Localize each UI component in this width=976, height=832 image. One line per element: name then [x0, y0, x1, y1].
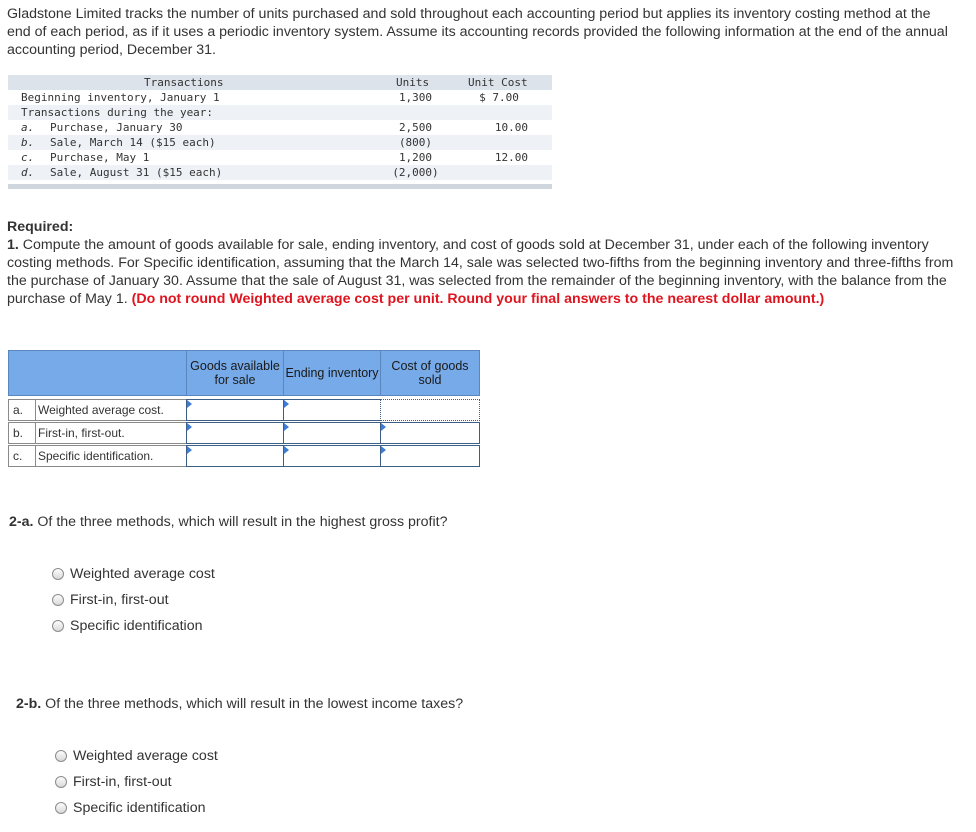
- tx-letter: c.: [21, 151, 35, 164]
- tx-row: [8, 120, 552, 135]
- transactions-footer-rule: [8, 184, 552, 189]
- tx-desc: Purchase, May 1: [50, 151, 150, 164]
- row-label: First-in, first-out.: [35, 423, 125, 443]
- weighted-ending-inventory-input[interactable]: [283, 399, 381, 421]
- question-2a-number: 2-a.: [9, 514, 34, 530]
- header-transactions: Transactions: [144, 76, 224, 89]
- row-label: Weighted average cost.: [35, 400, 164, 420]
- row-letter: b.: [13, 426, 24, 440]
- tx-units: 1,200: [398, 151, 433, 164]
- row-label-weighted: [8, 399, 187, 421]
- intro-paragraph: Gladstone Limited tracks the number of units purchased and sold throughout each accounting period but applies its inventory costing method at the end of each period, as if it uses a periodic inventory system. Assume its accounting records provided the following information at the end of the annual accounting period, December 31.: [7, 6, 948, 58]
- row-label-specific: [8, 445, 187, 467]
- required-body: Compute the amount of goods available for sale, ending inventory, and cost of goods sold at December 31, under each of the following inventory costing methods. For Specific identification, assuming that the March 14, sale was selected two-fifths from the beginning inventory and three-fifths from the purchase of January 30. Assume that the sale of August 31, was selected from the remainder of the beginning inventory, with the balance from the purchase of May 1.: [7, 237, 954, 307]
- tx-desc: Purchase, January 30: [50, 121, 183, 134]
- required-section: [7, 218, 957, 308]
- radio-icon[interactable]: [55, 750, 67, 762]
- fifo-cogs-input[interactable]: [380, 422, 480, 444]
- q2a-option-specific[interactable]: [52, 618, 203, 634]
- rounding-instruction: (Do not round Weighted average cost per unit. Round your final answers to the nearest dollar amount.): [131, 291, 825, 307]
- question-2b-text: Of the three methods, which will result in the lowest income taxes?: [41, 696, 464, 712]
- option-label: Weighted average cost: [73, 748, 218, 764]
- tx-desc: Sale, August 31 ($15 each): [50, 166, 223, 179]
- tx-row: [8, 165, 552, 180]
- tx-cost: $ 7.00: [479, 91, 519, 104]
- option-label: First-in, first-out: [70, 592, 169, 608]
- header-units: Units: [396, 76, 430, 89]
- radio-icon[interactable]: [55, 802, 67, 814]
- q2a-option-weighted[interactable]: [52, 566, 215, 582]
- weighted-goods-available-input[interactable]: [186, 399, 284, 421]
- option-label: Specific identification: [70, 618, 203, 634]
- q2b-option-specific[interactable]: [55, 800, 206, 816]
- fifo-ending-inventory-input[interactable]: [283, 422, 381, 444]
- tx-cost: 12.00: [494, 151, 528, 164]
- tx-row: [8, 150, 552, 165]
- question-2b-number: 2-b.: [16, 696, 42, 712]
- tx-cost: 10.00: [494, 121, 528, 134]
- tx-units: (2,000): [392, 166, 439, 179]
- radio-icon[interactable]: [55, 776, 67, 788]
- header-goods-available: Goods available for sale: [186, 350, 284, 396]
- fifo-goods-available-input[interactable]: [186, 422, 284, 444]
- tx-units: (800): [398, 136, 433, 149]
- q2b-option-weighted[interactable]: [55, 748, 218, 764]
- tx-letter: a.: [21, 121, 35, 134]
- row-label: Specific identification.: [35, 446, 153, 466]
- q2b-option-fifo[interactable]: [55, 774, 172, 790]
- tx-desc: Sale, March 14 ($15 each): [50, 136, 216, 149]
- transactions-table: [8, 75, 552, 189]
- tx-desc: Beginning inventory, January 1: [21, 91, 220, 104]
- row-label-fifo: [8, 422, 187, 444]
- tx-letter: b.: [21, 136, 35, 149]
- header-cogs: Cost of goods sold: [380, 350, 480, 396]
- option-label: Weighted average cost: [70, 566, 215, 582]
- tx-desc: Transactions during the year:: [21, 106, 214, 119]
- tx-letter: d.: [21, 166, 35, 179]
- header-unit-cost: Unit Cost: [468, 76, 528, 89]
- header-ending-inventory: Ending inventory: [283, 350, 381, 396]
- specific-cogs-input[interactable]: [380, 445, 480, 467]
- weighted-cogs-input[interactable]: [380, 399, 480, 421]
- radio-icon[interactable]: [52, 568, 64, 580]
- specific-goods-available-input[interactable]: [186, 445, 284, 467]
- option-label: First-in, first-out: [73, 774, 172, 790]
- question-2a-text: Of the three methods, which will result in the highest gross profit?: [33, 514, 448, 530]
- radio-icon[interactable]: [52, 594, 64, 606]
- specific-ending-inventory-input[interactable]: [283, 445, 381, 467]
- tx-row: [8, 105, 552, 120]
- required-title: Required:: [7, 219, 74, 235]
- required-text: [7, 236, 957, 308]
- tx-units: 2,500: [398, 121, 433, 134]
- tx-row: [8, 90, 552, 105]
- radio-icon[interactable]: [52, 620, 64, 632]
- required-number: 1.: [7, 237, 19, 253]
- question-2a: [9, 514, 447, 530]
- option-label: Specific identification: [73, 800, 206, 816]
- transactions-header: [8, 75, 552, 90]
- question-2b: [16, 696, 463, 712]
- tx-units: 1,300: [398, 91, 433, 104]
- row-letter: c.: [13, 449, 23, 463]
- q2a-option-fifo[interactable]: [52, 592, 169, 608]
- row-letter: a.: [13, 403, 24, 417]
- grid-header-blank: [8, 350, 187, 396]
- tx-row: [8, 135, 552, 150]
